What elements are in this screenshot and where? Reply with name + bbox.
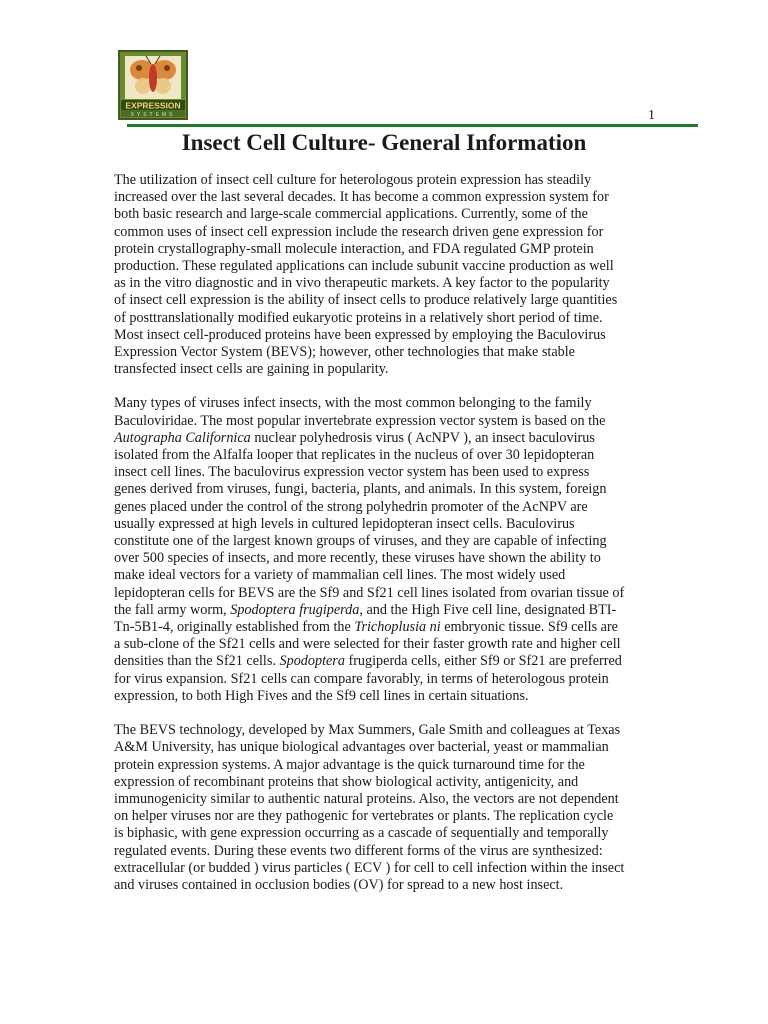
italic-term: Spodoptera frugiperda bbox=[230, 601, 360, 618]
paragraph-3 bbox=[114, 722, 662, 894]
italic-term: Autographa Californica bbox=[114, 429, 251, 446]
text-run: , and the High Five cell line, designated BTI- Tn-5B1-4, originally established from the bbox=[114, 601, 617, 636]
text-run: The utilization of insect cell culture for heterologous protein expression has steadily increased over the last several decades. It has become a common expression system for both basic research and large-scale commercial applications. Currently, some of the common uses of insect cell expression include the research driven gene expression for protein crystallography-small molecule interaction, and FDA regulated GMP protein production. These regulated applications can include subunit vaccine production as well as in the vitro diagnostic and in vivo therapeutic markets. A key factor to the popularity of insect cell expression is the ability of insect cells to produce relatively large quantities of posttranslationally modified eukaryotic proteins in a relatively short period of time. Most insect cell-produced proteins have been expressed by employing the Baculovirus Expression Vector System (BEVS); however, other technologies that make stable transfected insect cells are gaining in popularity. bbox=[114, 172, 618, 378]
logo-wordmark: EXPRESSION bbox=[125, 100, 181, 111]
text-run: embryonic tissue. Sf9 cells are a sub-clone of the Sf21 cells and were selected for their faster growth rate and higher cell densities than the Sf21 cells. bbox=[114, 619, 621, 670]
page-number: 1 bbox=[648, 108, 655, 123]
italic-term: Spodoptera bbox=[279, 653, 345, 670]
italic-term: Trichoplusia ni bbox=[354, 619, 441, 636]
text-run: The BEVS technology, developed by Max Summers, Gale Smith and colleagues at Texas A&M University, has unique biological advantages over bacterial, yeast or mammalian protein expression systems. A major advantage is the quick turnaround time for the expression of recombinant proteins that show biological activity, antigenicity, and immunogenicity similar to authentic natural proteins. Also, the vectors are not dependent on helper viruses nor are they pathogenic for vertebrates or plants. The replication cycle is biphasic, with gene expression occurring as a cascade of sequentially and temporally regulated events. During these events two different forms of the virus are synthesized: extracellular (or budded ) virus particles ( ECV ) for cell to cell infection within the insect and viruses contained in occlusion bodies (OV) for spread to a new host insect. bbox=[114, 722, 625, 893]
text-run: nuclear polyhedrosis virus ( AcNPV ), an insect baculovirus isolated from the Alfalfa looper that replicates in the nucleus of over 30 lepidopteran insect cell lines. The baculovirus expression vector system has been used to express genes derived from viruses, fungi, bacteria, plants, and animals. In this system, foreign genes placed under the control of the strong polyhedrin promoter of the AcNPV are usually expressed at high levels in cultured lepidopteran insect cells. Baculovirus constitute one of the largest known groups of viruses, and they are capable of infecting over 500 species of insects, and more recently, these viruses have shown the ability to make ideal vectors for a variety of mammalian cell lines. The most widely used lepidopteran cells for BEVS are the Sf9 and Sf21 cell lines isolated from ovarian tissue of the fall army worm, bbox=[114, 429, 625, 618]
paragraph-2 bbox=[114, 395, 662, 705]
document-body bbox=[114, 172, 662, 911]
document-title: Insect Cell Culture- General Information bbox=[181, 130, 587, 155]
company-logo bbox=[118, 50, 188, 120]
header-divider bbox=[127, 124, 698, 127]
butterfly-logo-icon bbox=[120, 52, 186, 118]
text-run: frugiperda cells, either Sf9 or Sf21 are preferred for virus expansion. Sf21 cells can compare favorably, in terms of heterologous protein expression, to both High Fives and the Sf9 cell lines in certain situations. bbox=[114, 653, 622, 704]
paragraph-1 bbox=[114, 172, 662, 378]
logo-subtext: SYSTEMS bbox=[130, 112, 176, 118]
text-run: Many types of viruses infect insects, with the most common belonging to the family Baculoviridae. The most popular invertebrate expression vector system is based on the bbox=[114, 395, 606, 429]
